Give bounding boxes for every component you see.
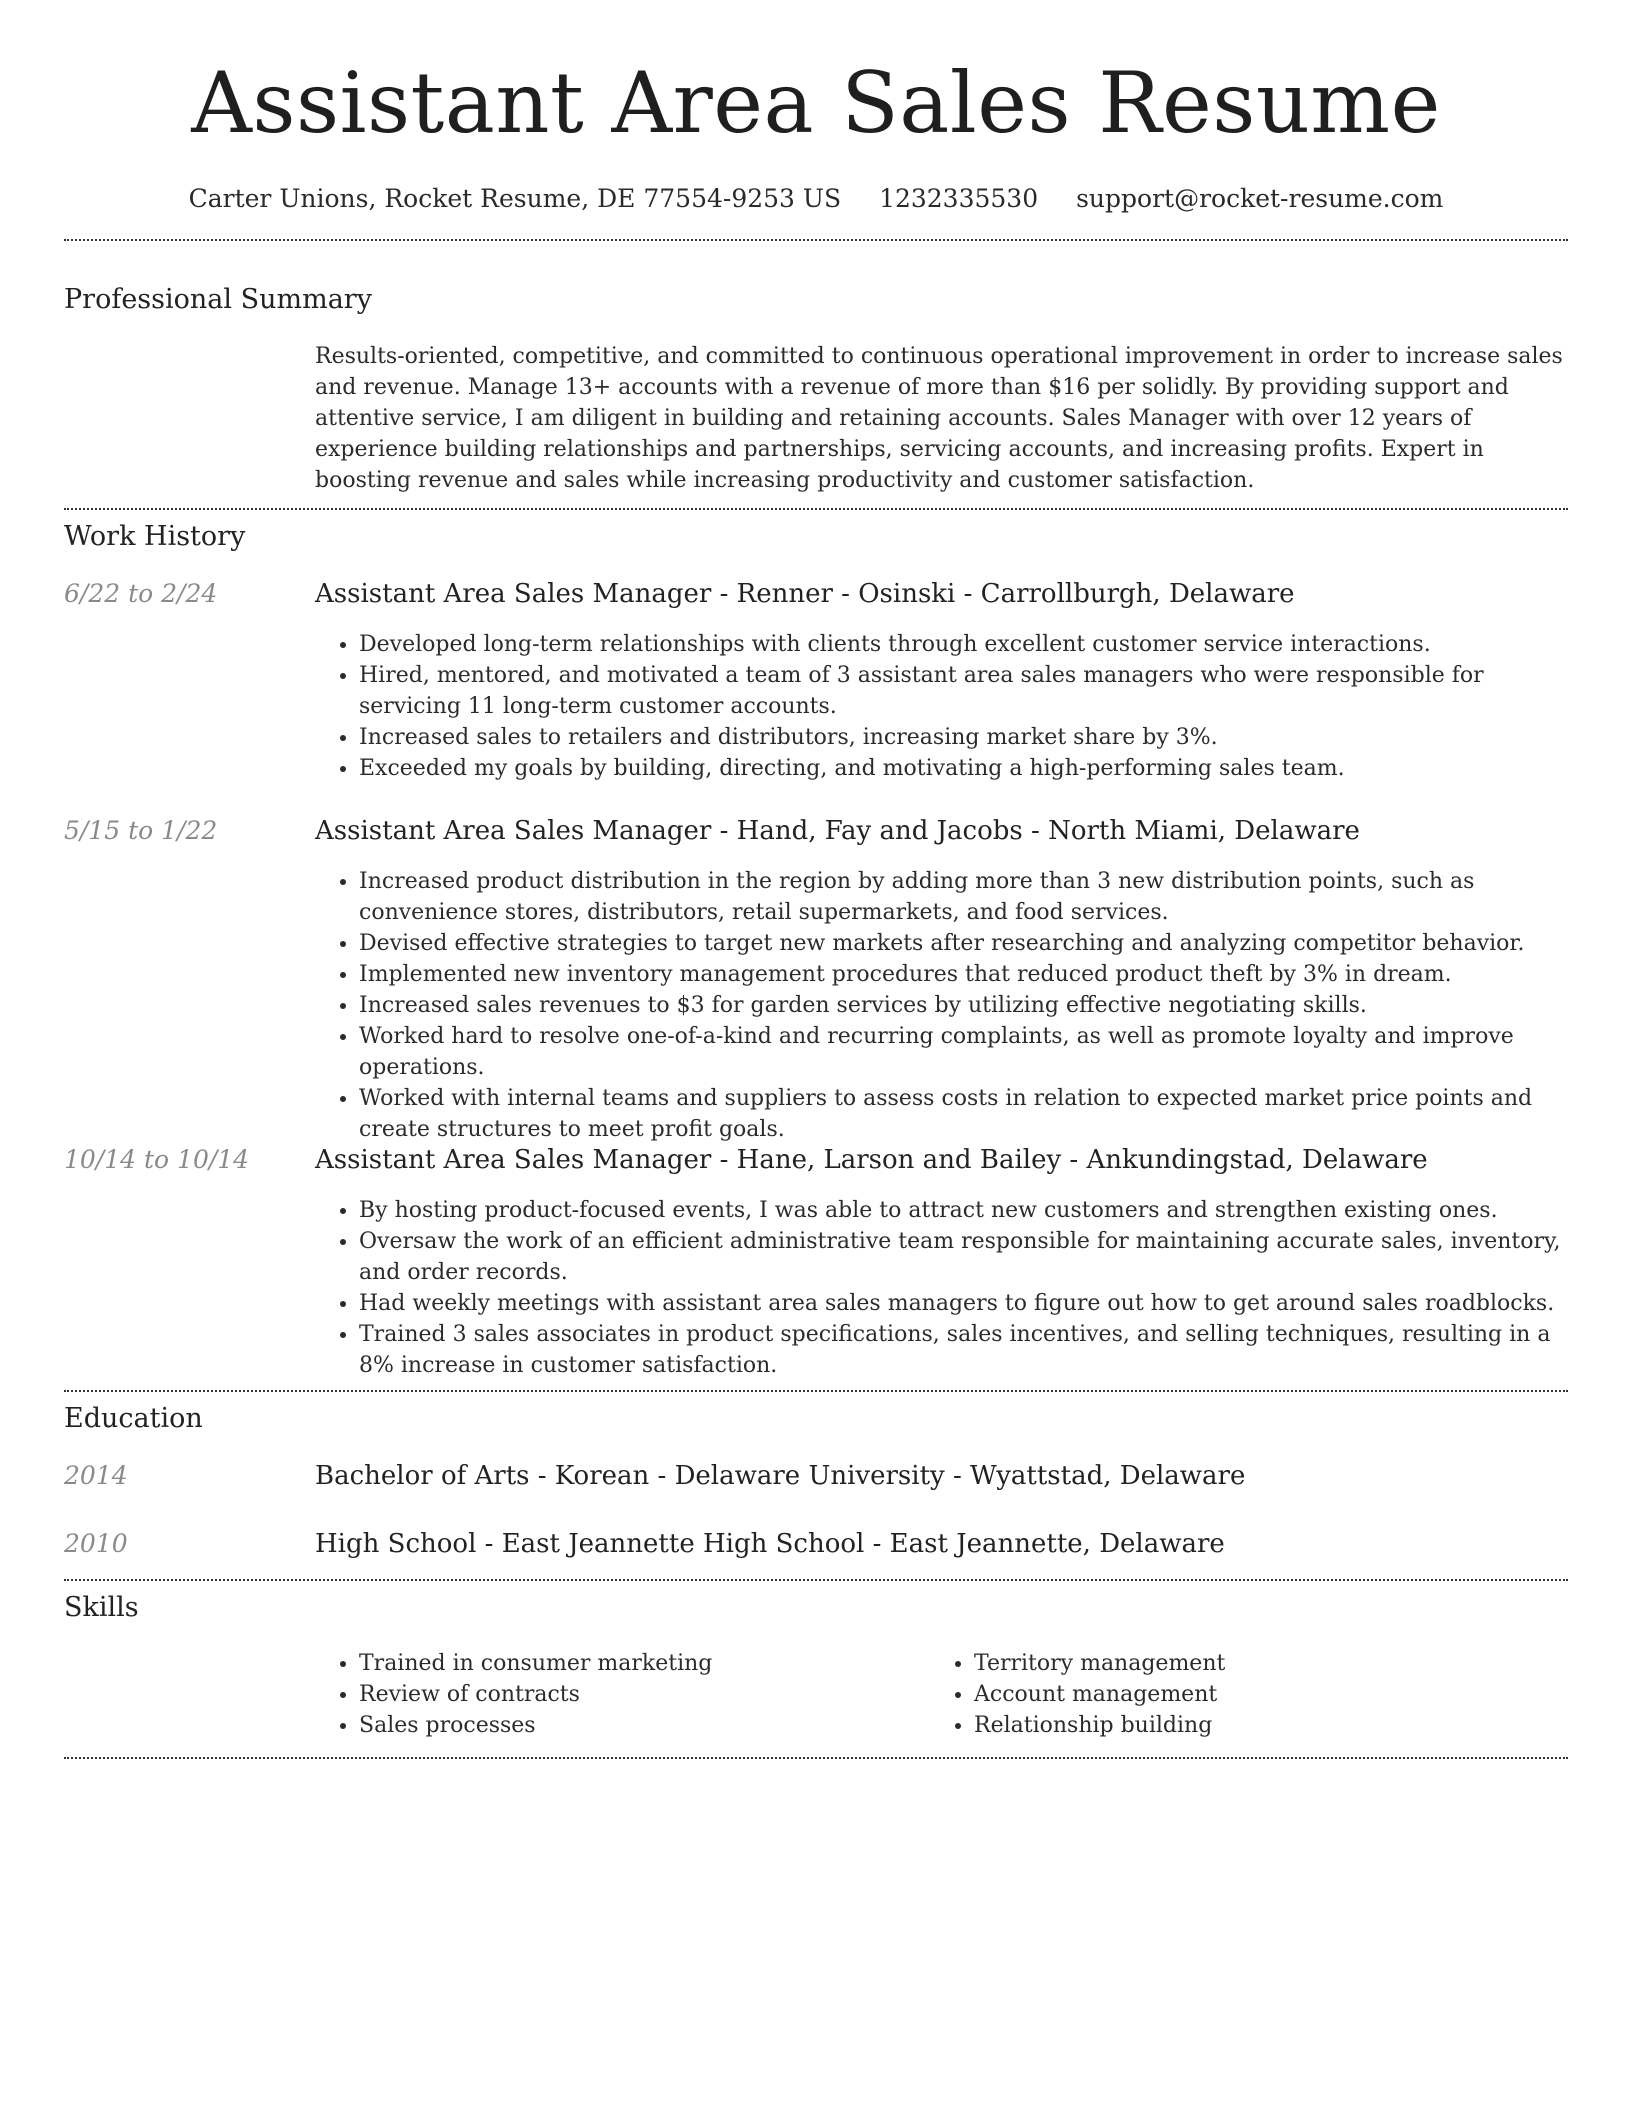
job-bullets	[315, 629, 1565, 784]
skill-item: • Relationship building	[974, 1710, 1574, 1741]
job-title: Assistant Area Sales Manager - Hand, Fay and Jacobs - North Miami, Delaware	[315, 816, 1360, 846]
skills-list-left	[315, 1648, 959, 1741]
job-dates: 10/14 to 10/14	[64, 1145, 250, 1174]
contact-email: support@rocket-resume.com	[1076, 184, 1444, 213]
job-title: Assistant Area Sales Manager - Renner - Osinski - Carrollburgh, Delaware	[315, 579, 1295, 609]
list-item: • Increased sales revenues to $3 for garden services by utilizing effective negotiating skills.	[359, 990, 1565, 1021]
list-item: • Increased sales to retailers and distributors, increasing market share by 3%.	[359, 722, 1565, 753]
resume-header	[0, 48, 1632, 216]
section-heading-work: Work History	[64, 521, 246, 552]
job-bullets	[315, 866, 1565, 1145]
education-entry: High School - East Jeannette High School - East Jeannette, Delaware	[315, 1529, 1225, 1559]
skill-item: • Sales processes	[359, 1710, 959, 1741]
divider	[64, 1757, 1568, 1759]
divider	[64, 1579, 1568, 1581]
divider	[64, 508, 1568, 510]
section-heading-skills: Skills	[64, 1592, 139, 1623]
contact-phone: 1232335530	[879, 184, 1039, 213]
list-item: • Worked hard to resolve one-of-a-kind and recurring complaints, as well as promote loyalty and improve operations.	[359, 1021, 1565, 1083]
skills-list-right	[930, 1648, 1574, 1741]
list-item: • Implemented new inventory management procedures that reduced product theft by 3% in dream.	[359, 959, 1565, 990]
list-item: • Trained 3 sales associates in product specifications, sales incentives, and selling techniques, resulting in a 8% increase in customer satisfaction.	[359, 1319, 1565, 1381]
skill-item: • Territory management	[974, 1648, 1574, 1679]
divider	[64, 239, 1568, 241]
list-item: • Had weekly meetings with assistant area sales managers to figure out how to get around sales roadblocks.	[359, 1288, 1565, 1319]
list-item: • Devised effective strategies to target new markets after researching and analyzing competitor behavior.	[359, 928, 1565, 959]
job-dates: 6/22 to 2/24	[64, 579, 218, 608]
education-entry: Bachelor of Arts - Korean - Delaware University - Wyattstad, Delaware	[315, 1461, 1246, 1491]
section-heading-summary: Professional Summary	[64, 284, 372, 315]
list-item: • By hosting product-focused events, I was able to attract new customers and strengthen existing ones.	[359, 1195, 1565, 1226]
skill-item: • Review of contracts	[359, 1679, 959, 1710]
list-item: • Developed long-term relationships with clients through excellent customer service interactions.	[359, 629, 1565, 660]
education-year: 2014	[64, 1461, 128, 1490]
summary-text: Results-oriented, competitive, and committed to continuous operational improvement in order to increase sales and revenue. Manage 13+ accounts with a revenue of more than $16 per solidly. By providing support and attentive service, I am diligent in building and retaining accounts. Sales Manager with over 12 years of experience building relationships and partnerships, servicing accounts, and increasing profits. Expert in boosting revenue and sales while increasing productivity and customer satisfaction.	[315, 344, 1563, 493]
job-bullets	[315, 1195, 1565, 1381]
skill-item: • Trained in consumer marketing	[359, 1648, 959, 1679]
skill-item: • Account management	[974, 1679, 1574, 1710]
list-item: • Increased product distribution in the region by adding more than 3 new distribution points, such as convenience stores, distributors, retail supermarkets, and food services.	[359, 866, 1565, 928]
job-dates: 5/15 to 1/22	[64, 816, 218, 845]
divider	[64, 1390, 1568, 1392]
contact-line	[0, 182, 1632, 216]
list-item: • Worked with internal teams and suppliers to assess costs in relation to expected market price points and create structures to meet profit goals.	[359, 1083, 1565, 1145]
page-title: Assistant Area Sales Resume	[191, 54, 1441, 152]
list-item: • Oversaw the work of an efficient administrative team responsible for maintaining accurate sales, inventory, and order records.	[359, 1226, 1565, 1288]
job-title: Assistant Area Sales Manager - Hane, Larson and Bailey - Ankundingstad, Delaware	[315, 1145, 1428, 1175]
list-item: • Hired, mentored, and motivated a team of 3 assistant area sales managers who were responsible for servicing 11 long-term customer accounts.	[359, 660, 1565, 722]
education-year: 2010	[64, 1529, 128, 1558]
contact-address: Carter Unions, Rocket Resume, DE 77554-9253 US	[188, 184, 842, 213]
section-heading-education: Education	[64, 1403, 203, 1434]
list-item: • Exceeded my goals by building, directing, and motivating a high-performing sales team.	[359, 753, 1565, 784]
